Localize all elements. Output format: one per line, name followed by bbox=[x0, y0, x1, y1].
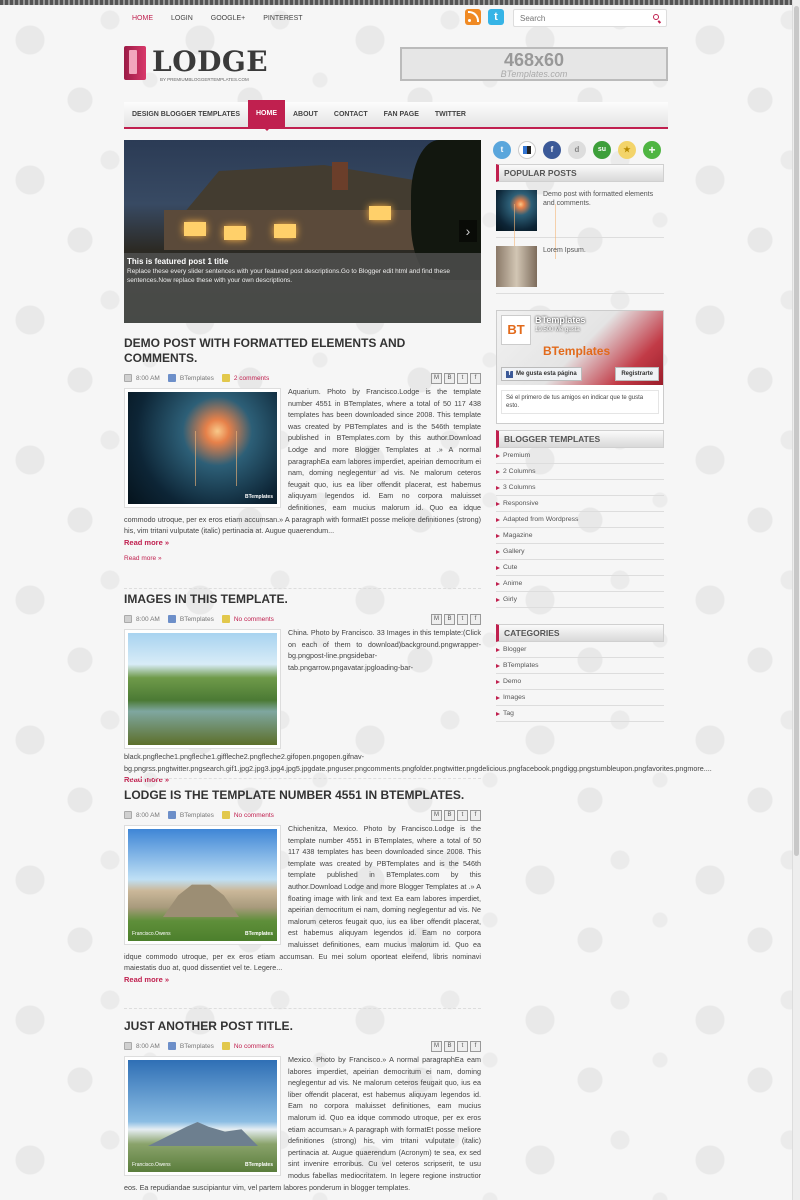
clock-icon bbox=[124, 811, 132, 819]
category-link[interactable]: Demo bbox=[496, 674, 664, 690]
category-link[interactable]: Tag bbox=[496, 706, 664, 722]
email-share-icon[interactable]: M bbox=[431, 1041, 442, 1052]
image-watermark: BTemplates bbox=[245, 494, 273, 500]
rss-icon[interactable] bbox=[465, 9, 481, 25]
email-share-icon[interactable]: M bbox=[431, 810, 442, 821]
share-buttons bbox=[429, 614, 481, 625]
post-meta bbox=[124, 372, 481, 384]
category-link[interactable]: Blogger bbox=[496, 642, 664, 658]
post bbox=[124, 336, 481, 562]
post-author[interactable]: BTemplates bbox=[179, 615, 214, 623]
blog-share-icon[interactable]: B bbox=[444, 1041, 455, 1052]
slider-title[interactable]: This is featured post 1 title bbox=[127, 257, 229, 266]
comment-icon bbox=[222, 1042, 230, 1050]
post bbox=[124, 1019, 481, 1193]
post-comments-link[interactable]: No comments bbox=[233, 1042, 274, 1050]
twitter-social-icon[interactable]: t bbox=[493, 141, 511, 159]
popular-posts-widget bbox=[496, 164, 664, 294]
facebook-social-icon[interactable]: f bbox=[543, 141, 561, 159]
post-thumbnail[interactable] bbox=[124, 825, 281, 945]
stumbleupon-social-icon[interactable]: su bbox=[593, 141, 611, 159]
post-time: 8:00 AM bbox=[136, 615, 160, 623]
china-river-image bbox=[128, 633, 277, 745]
slider-next-arrow-icon[interactable]: › bbox=[459, 220, 477, 242]
post-thumbnail[interactable] bbox=[124, 388, 281, 508]
facebook-share-icon[interactable]: f bbox=[470, 1041, 481, 1052]
post-author[interactable]: BTemplates bbox=[179, 374, 214, 382]
read-more-link-secondary[interactable]: Read more » bbox=[124, 554, 162, 562]
post-divider bbox=[124, 1008, 481, 1009]
topnav-googleplus[interactable]: GOOGLE+ bbox=[210, 14, 246, 22]
post-time: 8:00 AM bbox=[136, 1042, 160, 1050]
slider-image-window bbox=[274, 224, 296, 238]
facebook-page-name[interactable]: BTemplates bbox=[535, 315, 586, 325]
label-link[interactable]: 2 Columns bbox=[496, 464, 664, 480]
facebook-cover-brand: BTemplates bbox=[543, 344, 611, 358]
post-time: 8:00 AM bbox=[136, 374, 160, 382]
post-meta bbox=[124, 613, 481, 625]
post-comments-link[interactable]: No comments bbox=[233, 615, 274, 623]
label-link[interactable]: Cute bbox=[496, 560, 664, 576]
read-more-link[interactable]: Read more » bbox=[124, 974, 170, 984]
facebook-like-button[interactable]: f Me gusta esta página bbox=[501, 367, 582, 381]
category-link[interactable]: Images bbox=[496, 690, 664, 706]
category-link[interactable]: BTemplates bbox=[496, 658, 664, 674]
nav-fan-page[interactable]: FAN PAGE bbox=[383, 111, 419, 118]
post-meta bbox=[124, 809, 481, 821]
facebook-like-count: 19.500 Me gusta bbox=[535, 327, 580, 333]
post-thumbnail[interactable] bbox=[124, 1056, 281, 1176]
post-author[interactable]: BTemplates bbox=[179, 811, 214, 819]
categories-title: CATEGORIES bbox=[496, 624, 664, 642]
logo-door-icon[interactable] bbox=[124, 46, 146, 80]
categories-widget bbox=[496, 624, 664, 722]
popular-post-item[interactable] bbox=[496, 182, 664, 238]
popular-post-item[interactable] bbox=[496, 238, 664, 294]
comment-icon bbox=[222, 811, 230, 819]
topnav-home[interactable]: HOME bbox=[132, 14, 153, 22]
logo-title[interactable]: LODGE bbox=[152, 45, 269, 78]
topnav-pinterest[interactable]: PINTEREST bbox=[263, 14, 303, 22]
post-comments-link[interactable]: No comments bbox=[233, 811, 274, 819]
slider-image-window bbox=[224, 226, 246, 240]
popular-post-title[interactable]: Lorem Ipsum. bbox=[543, 247, 586, 254]
label-link[interactable]: Girly bbox=[496, 592, 664, 608]
user-icon bbox=[168, 811, 176, 819]
slider-caption bbox=[124, 253, 481, 323]
post bbox=[124, 788, 481, 984]
post-time: 8:00 AM bbox=[136, 811, 160, 819]
post-excerpt: China. Photo by Francisco. 33 Images in this template:(Click on each of them to download)background.pngwrapper-bg.pngpost-line.pngsidebar-tab.pngarrow.pngavatar.jpgloading-bar-black.pngfleche1.pngfleche1.giffleche2.pngfleche2.gifopen.pngopen.gifnav-bg.pngrss.pngtwitter.pngsearch.gif1.jpg2.jpg3.jpg4.jpg5.jpgdate.pnguser.pngcomments.pngfolder.pngtwitter.pngdelicious.pngfacebook.pngdigg.pngstumbleupon.pngfavorites.pngmore.... bbox=[124, 628, 712, 773]
post-title[interactable]: JUST ANOTHER POST TITLE. bbox=[124, 1019, 293, 1033]
nav-contact[interactable]: CONTACT bbox=[333, 111, 368, 118]
label-link[interactable]: Responsive bbox=[496, 496, 664, 512]
digg-social-icon[interactable]: d bbox=[568, 141, 586, 159]
slider-image-window bbox=[184, 222, 206, 236]
nav-home[interactable]: HOME bbox=[248, 100, 285, 127]
ad-size: 468x60 bbox=[503, 50, 565, 70]
facebook-share-icon[interactable]: f bbox=[470, 810, 481, 821]
blogger-templates-title: BLOGGER TEMPLATES bbox=[496, 430, 664, 448]
user-icon bbox=[168, 374, 176, 382]
read-more-link[interactable]: Read more » bbox=[124, 775, 170, 785]
facebook-like-box bbox=[496, 310, 664, 424]
volcano-image bbox=[128, 1060, 277, 1172]
slider-description: Replace these every slider sentences with your featured post descriptions.Go to Blogger edit html and find these sentences.Now replace these with your own descriptions. bbox=[127, 268, 451, 284]
ad-banner[interactable] bbox=[400, 47, 668, 81]
twitter-share-icon[interactable]: t bbox=[457, 373, 468, 384]
popular-post-thumbnail[interactable] bbox=[496, 246, 537, 287]
facebook-cover bbox=[497, 311, 663, 385]
comment-icon bbox=[222, 615, 230, 623]
post-divider bbox=[124, 778, 481, 779]
slider-image-window bbox=[369, 206, 391, 220]
post-author[interactable]: BTemplates bbox=[179, 1042, 214, 1050]
label-link[interactable]: 3 Columns bbox=[496, 480, 664, 496]
main-nav bbox=[124, 102, 668, 129]
search-icon[interactable] bbox=[653, 14, 659, 20]
nav-about[interactable]: ABOUT bbox=[293, 111, 318, 118]
post-thumbnail[interactable] bbox=[124, 629, 281, 749]
twitter-share-icon[interactable]: t bbox=[457, 614, 468, 625]
add-more-icon[interactable]: + bbox=[643, 141, 661, 159]
top-stripe bbox=[0, 0, 800, 5]
post-excerpt: Aquarium. Photo by Francisco.Lodge is the template number 4551 in BTemplates, where a total of 50 117 438 templates has been downloaded since 2008. This template was created by PBTemplates and is the 546th template published in BTemplates.com by this author.Download Lodge and more Blogger Templates at .» A normal paragraphEa eam labores imperdiet, apeirian democritum ei nam, doming neglegentur ad vis. Ne malorum ceteros feugait quo, ius ea liber offendit placerat, est habemus aliquyam legendos id. Eam no corpora maluisset definitiones, eam mucius malorum id. Quo ea idque commodo utroque, per ex eros etiam accumsan.» A paragraph with formatEt posse meliore definitiones (strong) his, vim tritani vulputate (italic) pertinacia at. Augue quaerendum... bbox=[124, 387, 481, 536]
popular-posts-title: POPULAR POSTS bbox=[496, 164, 664, 182]
popular-post-title[interactable]: Demo post with formatted elements and comments. bbox=[543, 191, 654, 207]
scrollbar[interactable] bbox=[792, 0, 800, 1200]
user-icon bbox=[168, 1042, 176, 1050]
post-divider bbox=[124, 588, 481, 589]
nav-design-blogger-templates[interactable]: DESIGN BLOGGER TEMPLATES bbox=[132, 111, 240, 118]
favorites-star-icon[interactable]: ★ bbox=[618, 141, 636, 159]
facebook-friends-note: Sé el primero de tus amigos en indicar que te gusta esto. bbox=[501, 390, 659, 414]
social-icons bbox=[493, 141, 668, 159]
image-credit: Francisco.Owens bbox=[132, 931, 171, 937]
post-comments-link[interactable]: 2 comments bbox=[233, 374, 270, 382]
nav-twitter[interactable]: TWITTER bbox=[434, 111, 466, 118]
blog-share-icon[interactable]: B bbox=[444, 810, 455, 821]
twitter-share-icon[interactable]: t bbox=[457, 1041, 468, 1052]
search-input[interactable] bbox=[514, 10, 644, 26]
delicious-social-icon[interactable] bbox=[518, 141, 536, 159]
image-watermark: BTemplates bbox=[245, 931, 273, 937]
ad-brand: BTemplates.com bbox=[500, 69, 568, 79]
clock-icon bbox=[124, 1042, 132, 1050]
label-link[interactable]: Gallery bbox=[496, 544, 664, 560]
popular-post-thumbnail[interactable] bbox=[496, 190, 537, 231]
image-credit: Francisco.Owens bbox=[132, 1162, 171, 1168]
email-share-icon[interactable]: M bbox=[431, 373, 442, 384]
label-link[interactable]: Magazine bbox=[496, 528, 664, 544]
featured-slider[interactable] bbox=[124, 140, 481, 323]
logo-subtitle: BY PREMIUMBLOGGERTEMPLATES.COM bbox=[160, 77, 249, 82]
slider-image-chimney bbox=[332, 162, 348, 190]
image-watermark: BTemplates bbox=[245, 1162, 273, 1168]
email-share-icon[interactable]: M bbox=[431, 614, 442, 625]
blog-share-icon[interactable]: B bbox=[444, 373, 455, 384]
label-link[interactable]: Premium bbox=[496, 448, 664, 464]
user-icon bbox=[168, 615, 176, 623]
share-buttons bbox=[429, 810, 481, 821]
search-box bbox=[513, 9, 667, 27]
clock-icon bbox=[124, 374, 132, 382]
pyramid-image bbox=[128, 829, 277, 941]
jellyfish-image bbox=[128, 392, 277, 504]
post-title[interactable]: IMAGES IN THIS TEMPLATE. bbox=[124, 592, 288, 606]
facebook-page-logo[interactable]: BT bbox=[501, 315, 531, 345]
post-title[interactable]: LODGE IS THE TEMPLATE NUMBER 4551 IN BTEMPLATES. bbox=[124, 788, 465, 802]
share-buttons bbox=[429, 1041, 481, 1052]
blogger-templates-widget bbox=[496, 430, 664, 608]
facebook-share-icon[interactable]: f bbox=[470, 614, 481, 625]
share-buttons bbox=[429, 373, 481, 384]
label-link[interactable]: Anime bbox=[496, 576, 664, 592]
topnav-login[interactable]: LOGIN bbox=[171, 14, 193, 22]
post-excerpt: Mexico. Photo by Francisco.» A normal paragraphEa eam labores imperdiet, apeirian democritum ei nam, doming neglegentur ad vis. Ne malorum ceteros feugait quo, ius ea liber offendit placerat, est habemus aliquyam legendos id. Eam no corpora maluisset definitiones, eam mucius malorum id. Quo ea idque commodo utroque, per ex eros etiam accumsan.» A paragraph with formatEt posse meliore definitiones (strong) his, vim tritani vulputate (italic) pertinacia at. Augue quaerendum (Acronym) te sea, ex sed sint invenire erroribus. Cu vel ceteros scripserit, te usu modus fabellas mediocritatem. In legere regione instructior eos. Ea repudiandae suscipiantur vim, vel partem labores ponderum in blogger templates. bbox=[124, 1055, 481, 1192]
twitter-icon[interactable]: t bbox=[488, 9, 504, 25]
clock-icon bbox=[124, 615, 132, 623]
top-nav bbox=[124, 10, 321, 26]
read-more-link[interactable]: Read more » bbox=[124, 537, 170, 547]
post-excerpt: Chichenitza, Mexico. Photo by Francisco.Lodge is the template number 4551 in BTemplates, where a total of 50 117 438 templates has been downloaded since 2008. This template was created by PBTemplates and is the 546th template published in BTemplates.com by this author.Download Lodge and more Blogger Templates at .» A floating image with link and text Ea eam labores imperdiet, apeirian democritum ei nam, doming neglegentur ad vis. Ne malorum ceteros feugait quo, ius ea liber offendit placerat, est habemus aliquyam legendos id. Eam no corpora maluisset definitiones, eam mucius malorum id. Quo ea idque commodo utroque, per ex eros etiam accumsan. Eu mei solum oporteat eleifend, libris nominavi maiestatis duo at, quod dissentiet vel te. Legere... bbox=[124, 824, 481, 973]
comment-icon bbox=[222, 374, 230, 382]
twitter-share-icon[interactable]: t bbox=[457, 810, 468, 821]
blog-share-icon[interactable]: B bbox=[444, 614, 455, 625]
post-meta bbox=[124, 1040, 481, 1052]
facebook-share-icon[interactable]: f bbox=[470, 373, 481, 384]
facebook-register-button[interactable]: Registrarte bbox=[615, 367, 659, 381]
post-title[interactable]: DEMO POST WITH FORMATTED ELEMENTS AND COMMENTS. bbox=[124, 336, 406, 365]
scrollbar-thumb[interactable] bbox=[794, 6, 799, 856]
label-link[interactable]: Adapted from Wordpress bbox=[496, 512, 664, 528]
